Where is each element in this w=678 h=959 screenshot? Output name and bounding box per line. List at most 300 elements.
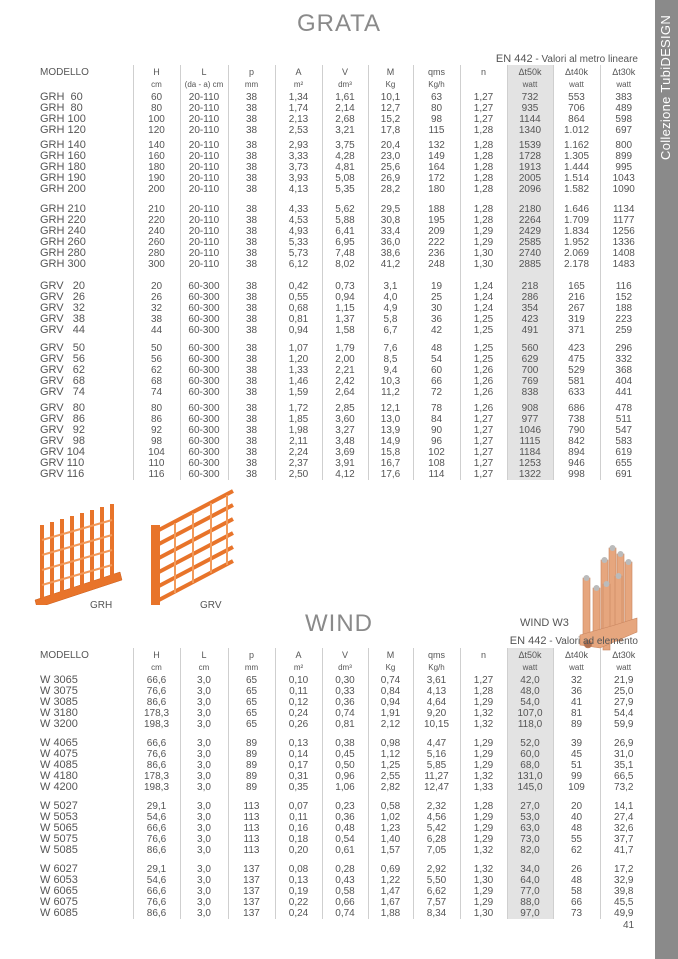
model-cell: GRV 80: [40, 402, 86, 414]
table-row: [40, 801, 647, 812]
column-header: Δt40k: [553, 648, 600, 662]
table-row: [40, 314, 647, 325]
column-header: Δt40k: [553, 65, 600, 79]
spacer-cell: [600, 336, 647, 343]
value-cell: 5,85: [413, 760, 460, 771]
value-cell: 1,30: [460, 248, 507, 259]
value-cell: 5,42: [413, 823, 460, 834]
value-cell: 39,8: [600, 886, 647, 897]
value-cell: 89: [228, 760, 275, 771]
value-cell: 1043: [600, 173, 647, 184]
value-cell: 60-300: [180, 365, 228, 376]
value-cell: 20-110: [180, 184, 228, 195]
value-cell: 5,35: [322, 184, 368, 195]
spacer-cell: [228, 195, 275, 204]
model-cell: GRV 86: [40, 413, 86, 425]
grv-image-label: GRV: [200, 600, 222, 611]
unit-cell: m²: [275, 662, 322, 675]
value-cell: 3,0: [180, 812, 228, 823]
value-cell: 4,93: [275, 226, 322, 237]
table-row: [40, 886, 647, 897]
value-cell: 65: [228, 675, 275, 686]
value-cell: 49,9: [600, 908, 647, 919]
value-cell: 1,28: [460, 184, 507, 195]
value-cell: 0,74: [368, 675, 413, 686]
value-cell: 3,0: [180, 675, 228, 686]
value-cell: 38: [228, 458, 275, 469]
value-cell: 78: [413, 403, 460, 414]
value-cell: 2740: [507, 248, 553, 259]
model-cell: GRH 210: [40, 203, 86, 215]
value-cell: 10,3: [368, 376, 413, 387]
value-cell: 260: [133, 237, 180, 248]
collection-label: Collezione TubiDESIGN: [658, 14, 673, 160]
model-cell: GRH 300: [40, 258, 86, 270]
value-cell: 66,5: [600, 771, 647, 782]
value-cell: 2,64: [322, 387, 368, 398]
spacer-cell: [460, 856, 507, 864]
model-cell: W 3065: [40, 674, 78, 686]
value-cell: 38: [228, 343, 275, 354]
value-cell: 20: [133, 281, 180, 292]
value-cell: 1,29: [460, 237, 507, 248]
value-cell: 1,28: [460, 140, 507, 151]
table-row: [40, 738, 647, 749]
value-cell: 80: [133, 403, 180, 414]
value-cell: 37,7: [600, 834, 647, 845]
spacer-cell: [460, 270, 507, 281]
value-cell: 1,24: [460, 292, 507, 303]
value-cell: 60-300: [180, 447, 228, 458]
model-cell: GRH 140: [40, 139, 86, 151]
value-cell: 89: [228, 738, 275, 749]
value-cell: 1,20: [275, 354, 322, 365]
value-cell: 1,06: [322, 782, 368, 793]
value-cell: 1,27: [460, 103, 507, 114]
value-cell: 1336: [600, 237, 647, 248]
unit-cell: cm: [133, 79, 180, 92]
table-row: [40, 697, 647, 708]
value-cell: 1,29: [460, 760, 507, 771]
column-header: n: [460, 648, 507, 662]
spacer-cell: [133, 856, 180, 864]
grh-image-label: GRH: [90, 600, 113, 611]
table-row: [40, 686, 647, 697]
value-cell: 1.952: [553, 237, 600, 248]
value-cell: 2.069: [553, 248, 600, 259]
column-header: A: [275, 65, 322, 79]
value-cell: 3,0: [180, 897, 228, 908]
value-cell: 1,25: [368, 760, 413, 771]
value-cell: 60-300: [180, 325, 228, 336]
value-cell: 2885: [507, 259, 553, 270]
spacer-cell: [507, 793, 553, 801]
value-cell: 60-300: [180, 436, 228, 447]
value-cell: 1,32: [460, 708, 507, 719]
value-cell: 25,0: [600, 686, 647, 697]
value-cell: 0,50: [322, 760, 368, 771]
unit-cell: mm: [228, 662, 275, 675]
value-cell: 65: [228, 686, 275, 697]
value-cell: 116: [600, 281, 647, 292]
value-cell: 0,58: [368, 801, 413, 812]
value-cell: 20-110: [180, 162, 228, 173]
value-cell: 25: [413, 292, 460, 303]
table-row: [40, 782, 647, 793]
value-cell: 60-300: [180, 458, 228, 469]
table-row: [40, 908, 647, 919]
spacer-cell: [600, 270, 647, 281]
value-cell: 1,25: [460, 325, 507, 336]
model-cell: GRV 92: [40, 424, 86, 436]
value-cell: 38: [228, 325, 275, 336]
value-cell: 3,0: [180, 771, 228, 782]
model-cell: GRV 104: [40, 446, 86, 458]
value-cell: 9,20: [413, 708, 460, 719]
value-cell: 2,14: [322, 103, 368, 114]
spacer-cell: [413, 270, 460, 281]
value-cell: 115: [413, 125, 460, 136]
value-cell: 3,0: [180, 864, 228, 875]
column-header: H: [133, 648, 180, 662]
value-cell: 4,53: [275, 215, 322, 226]
value-cell: 26: [553, 864, 600, 875]
value-cell: 7,57: [413, 897, 460, 908]
column-header: H: [133, 65, 180, 79]
value-cell: 547: [600, 425, 647, 436]
value-cell: 1,32: [460, 864, 507, 875]
table-row: [40, 749, 647, 760]
value-cell: 29,5: [368, 204, 413, 215]
value-cell: 0,73: [322, 281, 368, 292]
model-cell: W 4085: [40, 759, 78, 771]
model-cell: W 5027: [40, 800, 78, 812]
spacer-cell: [368, 195, 413, 204]
value-cell: 36: [553, 686, 600, 697]
unit-cell: (da - a) cm: [180, 79, 228, 92]
value-cell: 1,29: [460, 823, 507, 834]
table-row: [40, 864, 647, 875]
table-row: [40, 204, 647, 215]
value-cell: 236: [413, 248, 460, 259]
value-cell: 4,28: [322, 151, 368, 162]
value-cell: 3,75: [322, 140, 368, 151]
value-cell: 113: [228, 834, 275, 845]
wind-norm: EN 442: [509, 635, 547, 647]
value-cell: 178,3: [133, 708, 180, 719]
value-cell: 423: [553, 343, 600, 354]
unit-cell: [460, 79, 507, 92]
spacer-cell: [553, 336, 600, 343]
value-cell: 1,32: [460, 771, 507, 782]
value-cell: 899: [600, 151, 647, 162]
model-cell: GRH 60: [40, 91, 83, 103]
group-spacer: [40, 336, 647, 343]
value-cell: 45: [553, 749, 600, 760]
value-cell: 59,9: [600, 719, 647, 730]
value-cell: 89: [553, 719, 600, 730]
value-cell: 0,68: [275, 303, 322, 314]
value-cell: 3,0: [180, 801, 228, 812]
value-cell: 195: [413, 215, 460, 226]
value-cell: 0,94: [368, 697, 413, 708]
value-cell: 98: [413, 114, 460, 125]
value-cell: 48: [553, 823, 600, 834]
value-cell: 1,29: [460, 749, 507, 760]
value-cell: 1,28: [460, 686, 507, 697]
value-cell: 114: [413, 469, 460, 480]
value-cell: 1115: [507, 436, 553, 447]
value-cell: 12,7: [368, 103, 413, 114]
table-row: [40, 173, 647, 184]
value-cell: 0,94: [322, 292, 368, 303]
value-cell: 20-110: [180, 92, 228, 103]
value-cell: 3,91: [322, 458, 368, 469]
grata-norm-note: [496, 53, 638, 65]
group-spacer: [40, 195, 647, 204]
value-cell: 1177: [600, 215, 647, 226]
value-cell: 17,6: [368, 469, 413, 480]
model-cell: GRV 32: [40, 302, 86, 314]
value-cell: 1539: [507, 140, 553, 151]
spacer-cell: [275, 856, 322, 864]
value-cell: 2,85: [322, 403, 368, 414]
value-cell: 1,28: [460, 801, 507, 812]
value-cell: 1.709: [553, 215, 600, 226]
value-cell: 54: [413, 354, 460, 365]
value-cell: 0,12: [275, 697, 322, 708]
spacer-cell: [507, 270, 553, 281]
value-cell: 1,27: [460, 92, 507, 103]
value-cell: 1,25: [460, 343, 507, 354]
value-cell: 553: [553, 92, 600, 103]
value-cell: 0,13: [275, 875, 322, 886]
table-row: [40, 259, 647, 270]
value-cell: 20-110: [180, 237, 228, 248]
unit-cell: watt: [600, 662, 647, 675]
value-cell: 41: [553, 697, 600, 708]
value-cell: 12,47: [413, 782, 460, 793]
value-cell: 0,22: [275, 897, 322, 908]
value-cell: 296: [600, 343, 647, 354]
spacer-cell: [275, 270, 322, 281]
table-row: [40, 325, 647, 336]
value-cell: 80: [413, 103, 460, 114]
value-cell: 6,7: [368, 325, 413, 336]
value-cell: 4,13: [275, 184, 322, 195]
value-cell: 48,0: [507, 686, 553, 697]
table-row: [40, 875, 647, 886]
value-cell: 2585: [507, 237, 553, 248]
model-cell: GRH 220: [40, 214, 86, 226]
value-cell: 102: [413, 447, 460, 458]
value-cell: 86,6: [133, 845, 180, 856]
value-cell: 17,8: [368, 125, 413, 136]
column-header: A: [275, 648, 322, 662]
value-cell: 2,00: [322, 354, 368, 365]
value-cell: 0,23: [322, 801, 368, 812]
value-cell: 38: [228, 184, 275, 195]
value-cell: 0,13: [275, 738, 322, 749]
group-spacer: [40, 856, 647, 864]
value-cell: 110: [133, 458, 180, 469]
value-cell: 65: [228, 697, 275, 708]
value-cell: 72: [413, 387, 460, 398]
value-cell: 2,68: [322, 114, 368, 125]
table-row: [40, 469, 647, 480]
value-cell: 80: [133, 103, 180, 114]
value-cell: 96: [413, 436, 460, 447]
value-cell: 864: [553, 114, 600, 125]
value-cell: 38: [228, 103, 275, 114]
model-cell: W 6027: [40, 863, 78, 875]
value-cell: 20-110: [180, 103, 228, 114]
model-cell: GRV 68: [40, 375, 86, 387]
value-cell: 697: [600, 125, 647, 136]
column-header: Δt50k: [507, 65, 553, 79]
model-cell: GRH 180: [40, 161, 86, 173]
value-cell: 1,25: [460, 314, 507, 325]
value-cell: 198,3: [133, 719, 180, 730]
value-cell: 3,48: [322, 436, 368, 447]
value-cell: 1,27: [460, 114, 507, 125]
model-cell: W 5075: [40, 833, 78, 845]
value-cell: 0,36: [322, 812, 368, 823]
value-cell: 86: [133, 414, 180, 425]
value-cell: 223: [600, 314, 647, 325]
value-cell: 371: [553, 325, 600, 336]
unit-cell: Kg: [368, 79, 413, 92]
value-cell: 60-300: [180, 314, 228, 325]
value-cell: 1,29: [460, 812, 507, 823]
value-cell: 842: [553, 436, 600, 447]
spacer-cell: [180, 856, 228, 864]
value-cell: 368: [600, 365, 647, 376]
value-cell: 3,73: [275, 162, 322, 173]
value-cell: 66,6: [133, 738, 180, 749]
value-cell: 20-110: [180, 259, 228, 270]
value-cell: 38,6: [368, 248, 413, 259]
value-cell: 1913: [507, 162, 553, 173]
value-cell: 1,24: [460, 281, 507, 292]
value-cell: 1,33: [275, 365, 322, 376]
table-row: [40, 845, 647, 856]
value-cell: 60-300: [180, 292, 228, 303]
unit-cell: Kg/h: [413, 662, 460, 675]
value-cell: 706: [553, 103, 600, 114]
value-cell: 180: [413, 184, 460, 195]
value-cell: 66,6: [133, 886, 180, 897]
spacer-cell: [507, 856, 553, 864]
value-cell: 220: [133, 215, 180, 226]
value-cell: 1,79: [322, 343, 368, 354]
value-cell: 38: [228, 425, 275, 436]
value-cell: 36,0: [368, 237, 413, 248]
value-cell: 0,14: [275, 749, 322, 760]
value-cell: 52,0: [507, 738, 553, 749]
column-header: p: [228, 648, 275, 662]
model-cell: W 3200: [40, 718, 78, 730]
spacer-cell: [133, 195, 180, 204]
value-cell: 1.582: [553, 184, 600, 195]
value-cell: 32: [133, 303, 180, 314]
unit-cell: Kg: [368, 662, 413, 675]
model-cell: GRH 80: [40, 102, 83, 114]
spacer-cell: [553, 270, 600, 281]
spacer-cell: [322, 195, 368, 204]
value-cell: 560: [507, 343, 553, 354]
value-cell: 60-300: [180, 403, 228, 414]
value-cell: 1.646: [553, 204, 600, 215]
value-cell: 5,16: [413, 749, 460, 760]
value-cell: 164: [413, 162, 460, 173]
value-cell: 26,9: [368, 173, 413, 184]
table-row: [40, 425, 647, 436]
header-row: [40, 65, 647, 79]
value-cell: 38: [228, 92, 275, 103]
value-cell: 3,0: [180, 738, 228, 749]
spacer-cell: [368, 793, 413, 801]
value-cell: 0,58: [322, 886, 368, 897]
value-cell: 38: [228, 354, 275, 365]
spacer-cell: [133, 270, 180, 281]
model-cell: W 5065: [40, 822, 78, 834]
unit-cell: Kg/h: [413, 79, 460, 92]
value-cell: 6,41: [322, 226, 368, 237]
column-header: MODELLO: [40, 66, 89, 78]
model-cell: GRV 44: [40, 324, 86, 336]
value-cell: 286: [507, 292, 553, 303]
value-cell: 0,81: [322, 719, 368, 730]
value-cell: 38: [228, 151, 275, 162]
value-cell: 88,0: [507, 897, 553, 908]
value-cell: 511: [600, 414, 647, 425]
value-cell: 108: [413, 458, 460, 469]
value-cell: 1,28: [460, 215, 507, 226]
value-cell: 60-300: [180, 303, 228, 314]
value-cell: 137: [228, 886, 275, 897]
value-cell: 1,32: [460, 719, 507, 730]
column-header: L: [180, 65, 228, 79]
table-row: [40, 92, 647, 103]
model-cell: W 3180: [40, 707, 78, 719]
value-cell: 66: [413, 376, 460, 387]
model-cell: W 6065: [40, 885, 78, 897]
value-cell: 2,32: [413, 801, 460, 812]
table-row: [40, 414, 647, 425]
value-cell: 908: [507, 403, 553, 414]
value-cell: 120: [133, 125, 180, 136]
value-cell: 0,74: [322, 908, 368, 919]
value-cell: 598: [600, 114, 647, 125]
value-cell: 38: [228, 204, 275, 215]
value-cell: 319: [553, 314, 600, 325]
value-cell: 76,6: [133, 897, 180, 908]
value-cell: 54,0: [507, 697, 553, 708]
value-cell: 2,42: [322, 376, 368, 387]
value-cell: 1,26: [460, 376, 507, 387]
value-cell: 3,1: [368, 281, 413, 292]
unit-cell: watt: [507, 79, 553, 92]
value-cell: 3,0: [180, 845, 228, 856]
value-cell: 66,6: [133, 823, 180, 834]
value-cell: 3,93: [275, 173, 322, 184]
units-row: [40, 662, 647, 675]
value-cell: 2,50: [275, 469, 322, 480]
table-row: [40, 162, 647, 173]
value-cell: 4,64: [413, 697, 460, 708]
value-cell: 60-300: [180, 469, 228, 480]
